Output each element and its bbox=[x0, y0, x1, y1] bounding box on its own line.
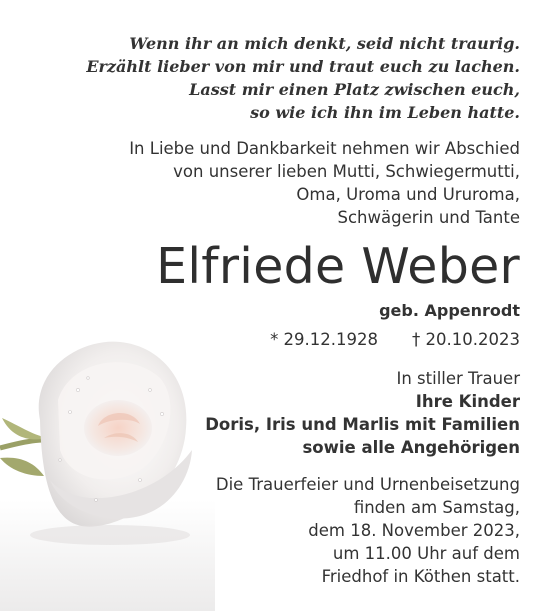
ceremony-line: Friedhof in Köthen statt. bbox=[321, 567, 520, 586]
poem-line: Wenn ihr an mich denkt, seid nicht traurig. bbox=[129, 34, 520, 53]
ceremony-line: finden am Samstag, bbox=[353, 498, 520, 517]
intro-line: In Liebe und Dankbarkeit nehmen wir Abschied bbox=[129, 139, 520, 158]
intro-line: Schwägerin und Tante bbox=[337, 208, 520, 227]
intro-line: Oma, Uroma und Ururoma, bbox=[296, 185, 520, 204]
relatives-line: sowie alle Angehörigen bbox=[302, 438, 520, 457]
ceremony-line: dem 18. November 2023, bbox=[308, 521, 520, 540]
death-date: † 20.10.2023 bbox=[412, 330, 520, 349]
children-label: Ihre Kinder bbox=[415, 392, 520, 411]
ceremony-line: Die Trauerfeier und Urnenbeisetzung bbox=[215, 475, 520, 494]
mourners-block bbox=[205, 367, 520, 459]
families-line: Doris, Iris und Marlis mit Familien bbox=[205, 415, 520, 434]
poem-line: Erzählt lieber von mir und traut euch zu lachen. bbox=[86, 57, 520, 76]
birth-date: * 29.12.1928 bbox=[270, 330, 379, 349]
intro-line: von unserer lieben Mutti, Schwiegermutti, bbox=[173, 162, 520, 181]
farewell-intro bbox=[129, 137, 520, 229]
poem-line: so wie ich ihn im Leben hatte. bbox=[250, 103, 520, 122]
white-rose-image bbox=[0, 330, 215, 611]
mourners-heading: In stiller Trauer bbox=[396, 369, 520, 388]
poem-verse bbox=[86, 32, 520, 124]
ceremony-line: um 11.00 Uhr auf dem bbox=[332, 544, 520, 563]
poem-line: Lasst mir einen Platz zwischen euch, bbox=[189, 80, 520, 99]
ceremony-info bbox=[216, 473, 520, 588]
maiden-name: geb. Appenrodt bbox=[379, 301, 520, 320]
deceased-name: Elfriede Weber bbox=[156, 238, 520, 295]
life-dates bbox=[270, 329, 520, 351]
